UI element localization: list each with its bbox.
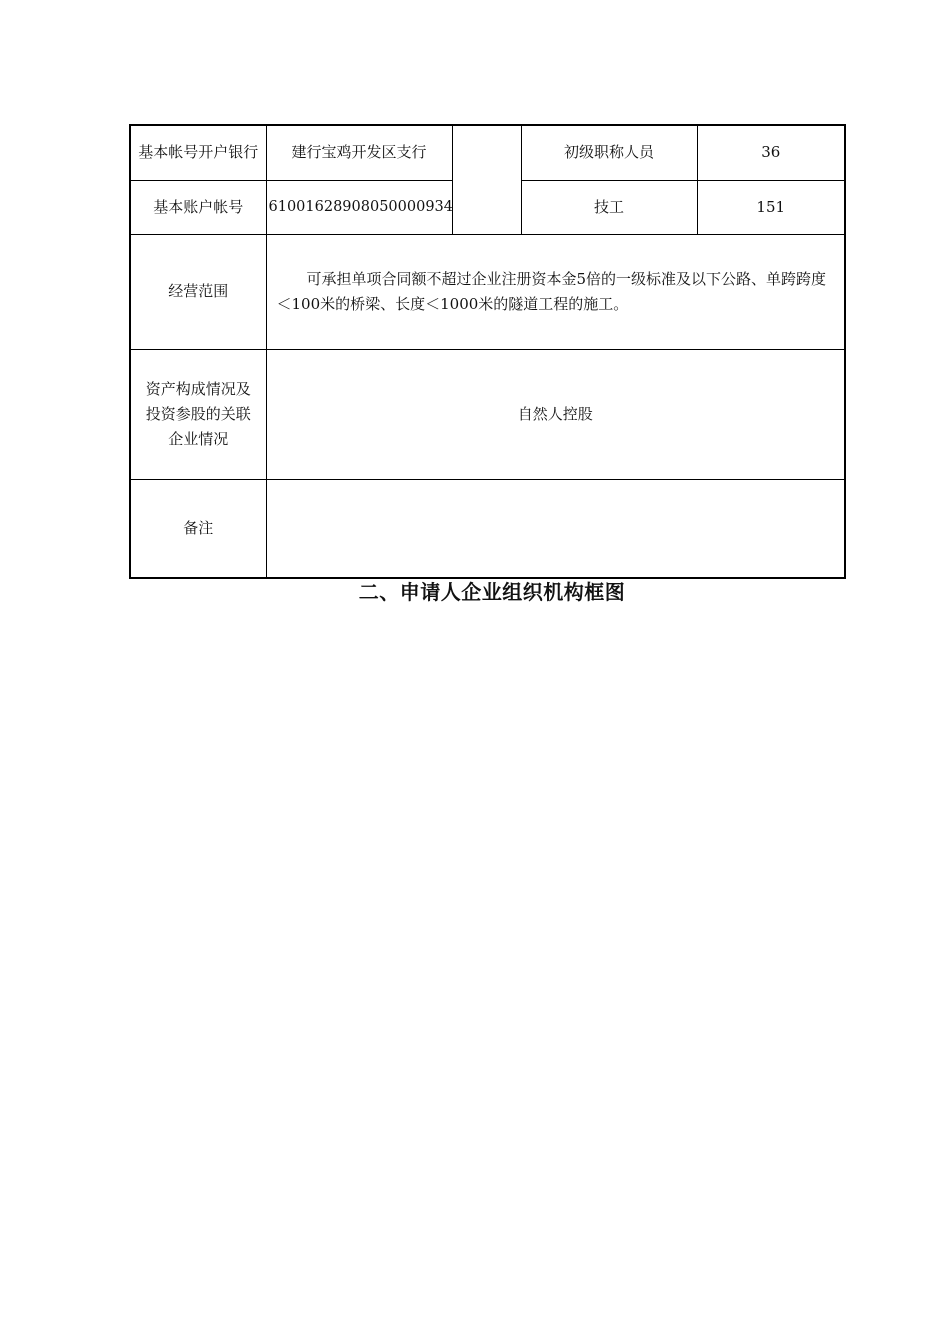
account-label: 基本账户帐号: [130, 180, 266, 234]
scope-value: 可承担单项合同额不超过企业注册资本金5倍的一级标准及以下公路、单跨跨度＜100米的桥梁、长度＜1000米的隧道工程的施工。: [266, 234, 845, 349]
assets-label: 资产构成情况及投资参股的关联企业情况: [130, 349, 266, 479]
section-heading: 二、申请人企业组织机构框图: [358, 580, 626, 604]
junior-title-label: 初级职称人员: [521, 125, 697, 180]
assets-value: 自然人控股: [266, 349, 845, 479]
scope-label: 经营范围: [130, 234, 266, 349]
technician-label: 技工: [521, 180, 697, 234]
account-value: 61001628908050000934: [266, 180, 452, 234]
table-row: [130, 349, 845, 479]
bank-label: 基本帐号开户银行: [130, 125, 266, 180]
blank-cell: [452, 125, 521, 234]
table-row: [130, 125, 845, 180]
table-row: [130, 479, 845, 578]
enterprise-info-table: [129, 124, 846, 579]
bank-value: 建行宝鸡开发区支行: [266, 125, 452, 180]
table-row: [130, 234, 845, 349]
junior-title-value: 36: [697, 125, 845, 180]
remarks-label: 备注: [130, 479, 266, 578]
technician-value: 151: [697, 180, 845, 234]
remarks-value: [266, 479, 845, 578]
